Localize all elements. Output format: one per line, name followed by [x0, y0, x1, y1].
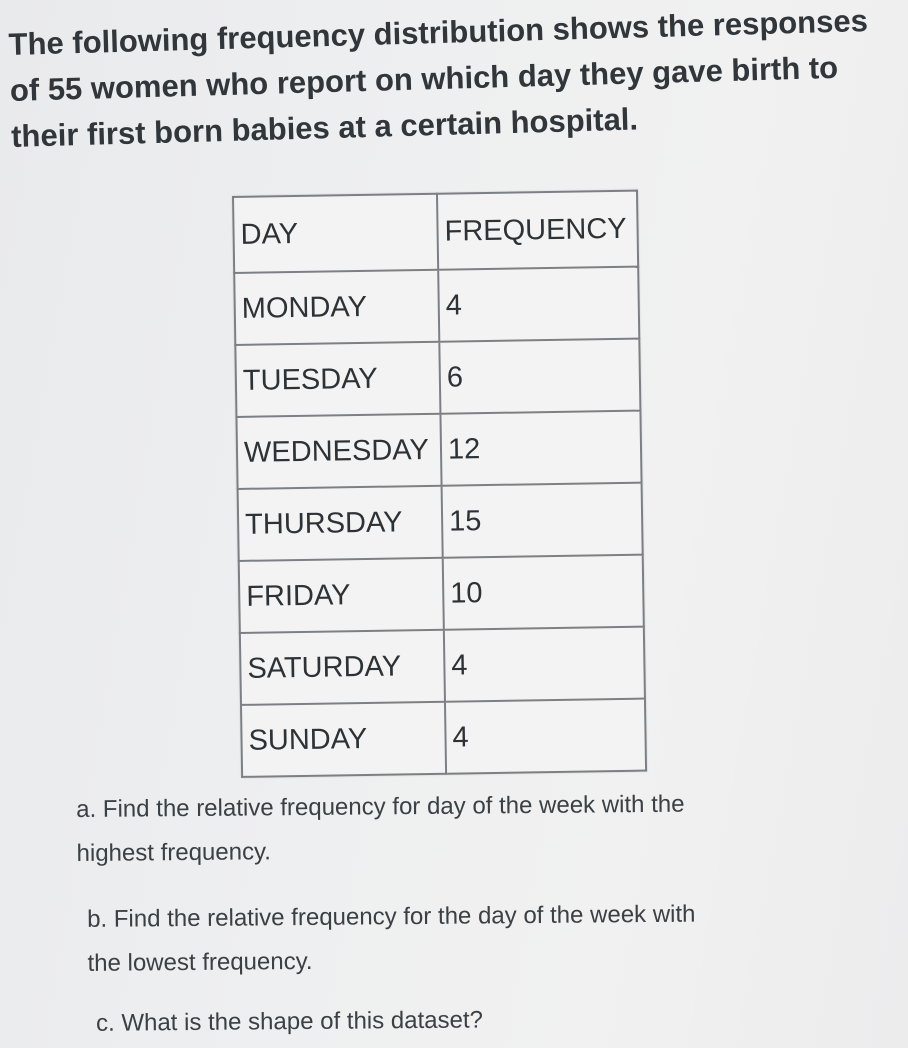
day-cell: THURSDAY: [238, 486, 443, 561]
table-header-row: [233, 191, 638, 273]
day-cell: SATURDAY: [240, 630, 445, 705]
header-frequency: FREQUENCY: [437, 191, 638, 270]
frequency-cell: 10: [443, 555, 644, 630]
frequency-cell: 15: [442, 483, 643, 558]
day-cell: WEDNESDAY: [236, 414, 441, 489]
intro-line-3: their first born babies at a certain hospital.: [10, 101, 639, 154]
table-row: [238, 483, 643, 561]
frequency-cell: 12: [440, 411, 641, 486]
frequency-table: [232, 190, 647, 778]
table-row: [239, 555, 644, 633]
questions-section: [76, 781, 878, 1046]
frequency-cell: 4: [444, 627, 645, 702]
question-b: [87, 891, 878, 986]
frequency-cell: 4: [438, 267, 639, 342]
table-row: [241, 699, 646, 777]
question-b-line-2: the lowest frequency.: [87, 947, 313, 977]
frequency-table-container: [232, 190, 647, 778]
table-row: [234, 267, 639, 345]
question-c: c. What is the shape of this dataset?: [95, 1006, 484, 1037]
question-a-line-2: highest frequency.: [76, 838, 272, 867]
day-cell: TUESDAY: [235, 342, 440, 417]
question-b-line-1: b. Find the relative frequency for the day of the week with: [87, 900, 696, 933]
question-a-line-1: a. Find the relative frequency for day of the week with the: [76, 790, 685, 823]
header-day: DAY: [233, 194, 438, 273]
question-a: [76, 781, 877, 876]
table-row: [240, 627, 645, 705]
intro-line-2: of 55 women who report on which day they gave birth to: [9, 49, 839, 108]
frequency-cell: 4: [445, 699, 646, 774]
day-cell: MONDAY: [234, 270, 439, 345]
table-row: [235, 339, 640, 417]
day-cell: SUNDAY: [241, 702, 446, 777]
table-row: [236, 411, 641, 489]
intro-paragraph: [8, 0, 892, 160]
day-cell: FRIDAY: [239, 558, 444, 633]
frequency-cell: 6: [439, 339, 640, 414]
intro-line-1: The following frequency distribution shows the responses: [8, 2, 869, 62]
